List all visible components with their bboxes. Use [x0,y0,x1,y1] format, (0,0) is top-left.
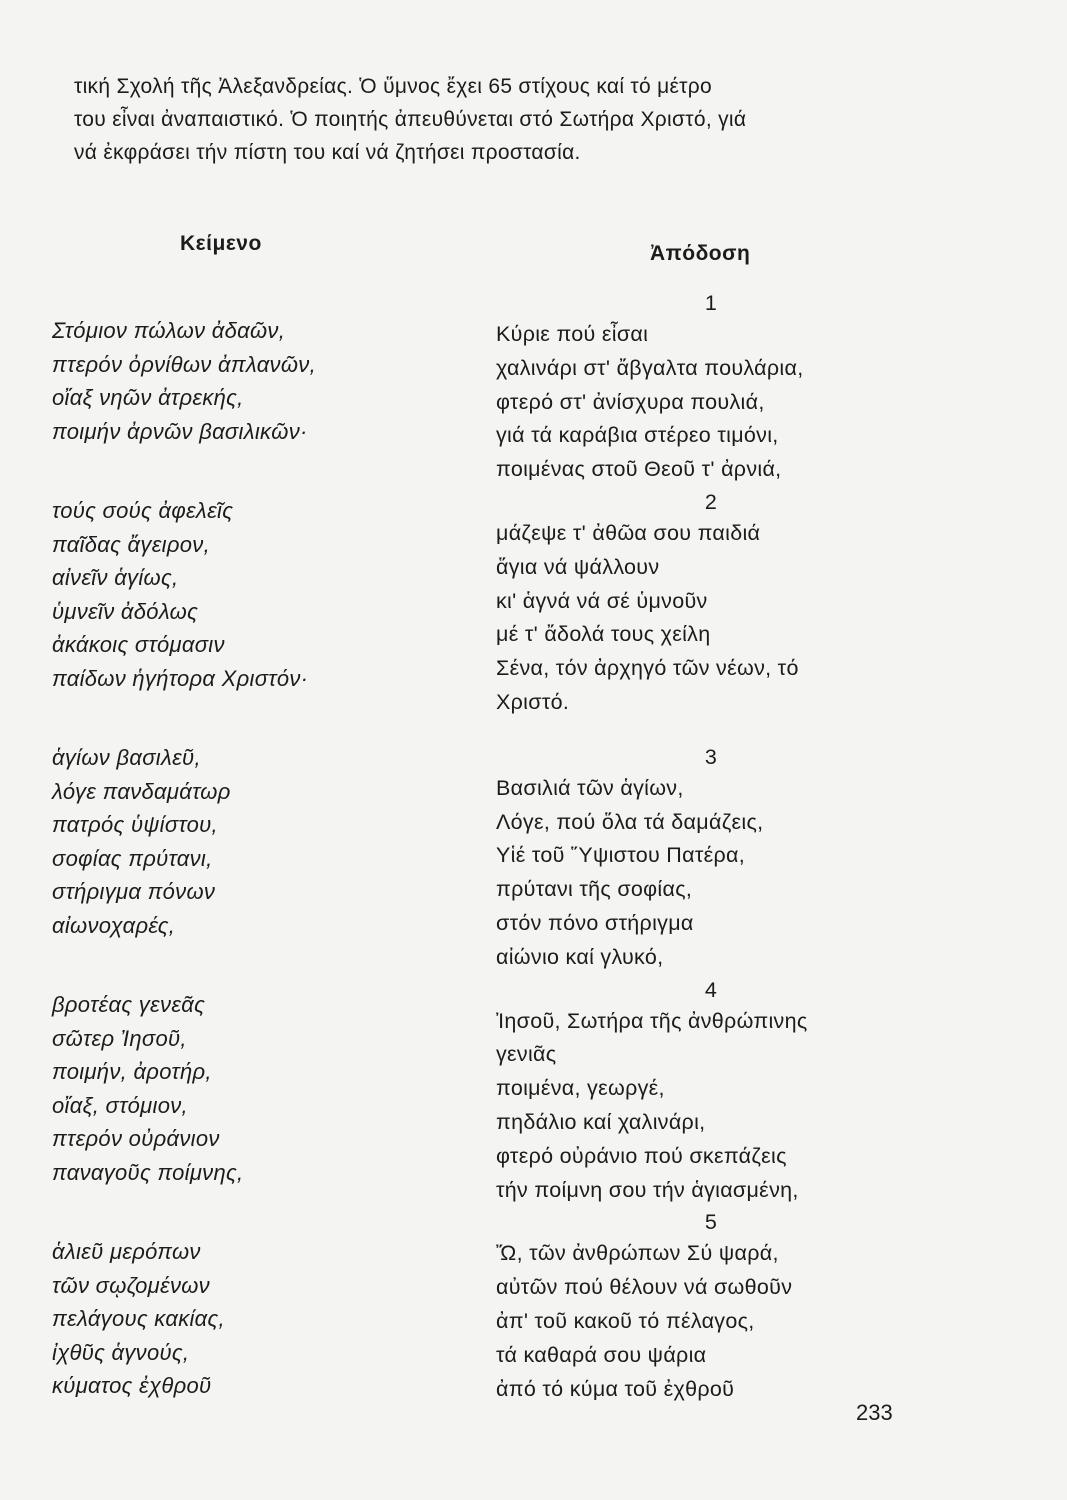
translation-line: ποιμένα, γεωργέ, [496,1076,665,1101]
translation-line: γενιᾶς [496,1042,557,1067]
translation-stanza [496,975,936,1208]
intro-line: νά ἐκφράσει τήν πίστη του καί νά ζητήσει προστασία. [74,141,581,164]
translation-line: χαλινάρι στ' ἄβγαλτα πουλάρια, [496,355,804,380]
verse-line: οἴαξ, στόμιον, [52,1092,188,1118]
verse-line: ἁγίων βασιλεῦ, [52,745,201,770]
verse-line: λόγε πανδαμάτωρ [52,778,231,804]
verse-line: τούς σούς ἀφελεῖς [52,498,234,523]
translation-line: Ὤ, τῶν ἀνθρώπων Σύ ψαρά, [496,1241,779,1266]
translation-line: γιά τά καράβια στέρεο τιμόνι, [496,423,779,448]
intro-line: τική Σχολή τῆς Ἀλεξανδρείας. Ὁ ὕμνος ἔχει 65 στίχους καί τό μέτρο [74,75,713,98]
verse-line: σοφίας πρύτανι, [52,845,213,871]
original-stanza [52,1235,472,1403]
translation-line: αἰώνιο καί γλυκό, [496,944,664,969]
translation-line: ποιμένας στοῦ Θεοῦ τ' ἀρνιά, [496,457,782,482]
translation-stanza [496,487,936,720]
original-stanza [52,494,472,695]
translation-line: τά καθαρά σου ψάρια [496,1342,707,1367]
verse-line: πτερόν οὐράνιον [52,1126,220,1151]
translation-line: Ἰησοῦ, Σωτήρα τῆς ἀνθρώπινης [496,1008,808,1033]
stanza-number: 5 [704,1210,718,1235]
verse-line: παίδων ἡγήτορα Χριστόν· [52,665,309,691]
translation-line: πρύτανι τῆς σοφίας, [496,877,693,902]
original-stanza [52,741,472,942]
translation-line: ἀπό τό κύμα τοῦ ἐχθροῦ [496,1376,735,1401]
verse-line: στήριγμα πόνων [52,879,216,904]
verse-line: Στόμιον πώλων ἀδαῶν, [52,318,286,343]
stanza-number: 3 [704,744,718,769]
verse-line: ἀκάκοις στόμασιν [52,632,225,657]
verse-line: βροτέας γενεᾶς [52,992,206,1017]
intro-paragraph [74,70,934,169]
translation-heading: Ἀπόδοση [650,242,751,265]
translation-column [496,288,936,1406]
translation-line: Σένα, τόν ἀρχηγό τῶν νέων, τό [496,656,799,681]
stanza-number: 4 [704,977,718,1002]
verse-line: παῖδας ἄγειρον, [52,531,210,557]
verse-line: κύματος ἐχθροῦ [52,1373,212,1398]
translation-line: κι' ἁγνά νά σέ ὑμνοῦν [496,588,708,613]
translation-line: φτερό οὐράνιο πού σκεπάζεις [496,1143,787,1168]
original-stanza [52,988,472,1189]
verse-line: ποιμήν, ἀροτήρ, [52,1059,212,1084]
translation-line: μέ τ' ἄδολά τους χείλη [496,622,711,647]
translation-line: αὐτῶν πού θέλουν νά σωθοῦν [496,1275,793,1300]
translation-stanza [496,1207,936,1406]
page-number: 233 [856,1400,893,1425]
verse-line: πτερόν ὀρνίθων ἀπλανῶν, [52,351,316,377]
translation-line: Βασιλιά τῶν ἁγίων, [496,775,684,800]
original-stanza [52,314,472,448]
original-text-heading: Κείμενο [180,232,262,255]
translation-line: Χριστό. [496,689,570,714]
translation-line: Κύριε πού εἶσαι [496,322,649,346]
translation-line: Υἱέ τοῦ Ὕψιστου Πατέρα, [496,843,746,868]
translation-line: μάζεψε τ' ἀθῶα σου παιδιά [496,520,761,545]
translation-line: στόν πόνο στήριγμα [496,910,694,935]
verse-line: τῶν σῳζομένων [52,1272,210,1298]
verse-line: ὑμνεῖν ἀδόλως [52,598,199,624]
original-text-column [52,314,472,1449]
verse-line: πελάγους κακίας, [52,1306,225,1331]
verse-line: ἁλιεῦ μερόπων [52,1239,201,1264]
translation-line: ἀπ' τοῦ κακοῦ τό πέλαγος, [496,1308,755,1333]
translation-line: ἅγια νά ψάλλουν [496,554,660,579]
verse-line: ἰχθῦς ἁγνούς, [52,1339,190,1365]
verse-line: σῶτερ Ἰησοῦ, [52,1025,187,1051]
verse-line: οἴαξ νηῶν ἀτρεκής, [52,385,244,410]
stanza-number: 1 [704,291,718,315]
verse-line: πατρός ὑψίστου, [52,812,218,837]
translation-line: Λόγε, πού ὅλα τά δαμάζεις, [496,809,764,834]
verse-line: αἰνεῖν ἁγίως, [52,565,179,590]
stanza-number: 2 [704,489,718,514]
verse-line: ποιμήν ἀρνῶν βασιλικῶν· [52,418,308,444]
verse-line: αἰωνοχαρές, [52,912,176,938]
verse-line: παναγοῦς ποίμνης, [52,1159,244,1185]
translation-stanza [496,742,936,975]
translation-stanza [496,288,936,487]
translation-line: τήν ποίμνη σου τήν ἁγιασμένη, [496,1177,799,1202]
translation-line: φτερό στ' ἀνίσχυρα πουλιά, [496,389,765,414]
translation-line: πηδάλιο καί χαλινάρι, [496,1109,706,1134]
intro-line: του εἶναι ἀναπαιστικό. Ὁ ποιητής ἀπευθύνεται στό Σωτήρα Χριστό, γιά [74,108,747,131]
